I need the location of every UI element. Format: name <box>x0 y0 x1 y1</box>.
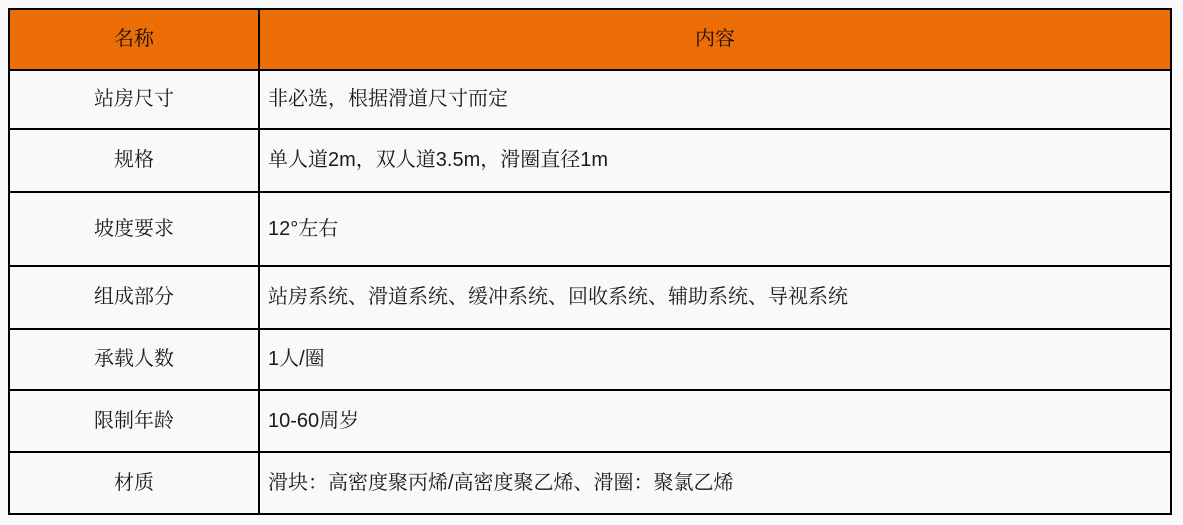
table-row <box>9 329 1171 390</box>
table-row <box>9 452 1171 514</box>
table-header-row <box>9 9 1171 70</box>
row-name-cell: 材质 <box>9 452 259 514</box>
table-row <box>9 390 1171 452</box>
row-content-cell: 单人道2m，双人道3.5m，滑圈直径1m <box>259 129 1171 192</box>
row-name-cell: 组成部分 <box>9 266 259 329</box>
table-row <box>9 129 1171 192</box>
row-name-cell: 限制年龄 <box>9 390 259 452</box>
table-row <box>9 70 1171 129</box>
spec-table <box>8 8 1172 515</box>
column-header-content: 内容 <box>259 9 1171 70</box>
row-content-cell: 非必选，根据滑道尺寸而定 <box>259 70 1171 129</box>
column-header-name: 名称 <box>9 9 259 70</box>
row-name-cell: 坡度要求 <box>9 192 259 266</box>
row-content-cell: 12°左右 <box>259 192 1171 266</box>
row-name-cell: 站房尺寸 <box>9 70 259 129</box>
row-content-cell: 站房系统、滑道系统、缓冲系统、回收系统、辅助系统、导视系统 <box>259 266 1171 329</box>
table-row <box>9 266 1171 329</box>
row-content-cell: 滑块：高密度聚丙烯/高密度聚乙烯、滑圈：聚氯乙烯 <box>259 452 1171 514</box>
row-name-cell: 规格 <box>9 129 259 192</box>
row-name-cell: 承载人数 <box>9 329 259 390</box>
row-content-cell: 10-60周岁 <box>259 390 1171 452</box>
row-content-cell: 1人/圈 <box>259 329 1171 390</box>
table-row <box>9 192 1171 266</box>
